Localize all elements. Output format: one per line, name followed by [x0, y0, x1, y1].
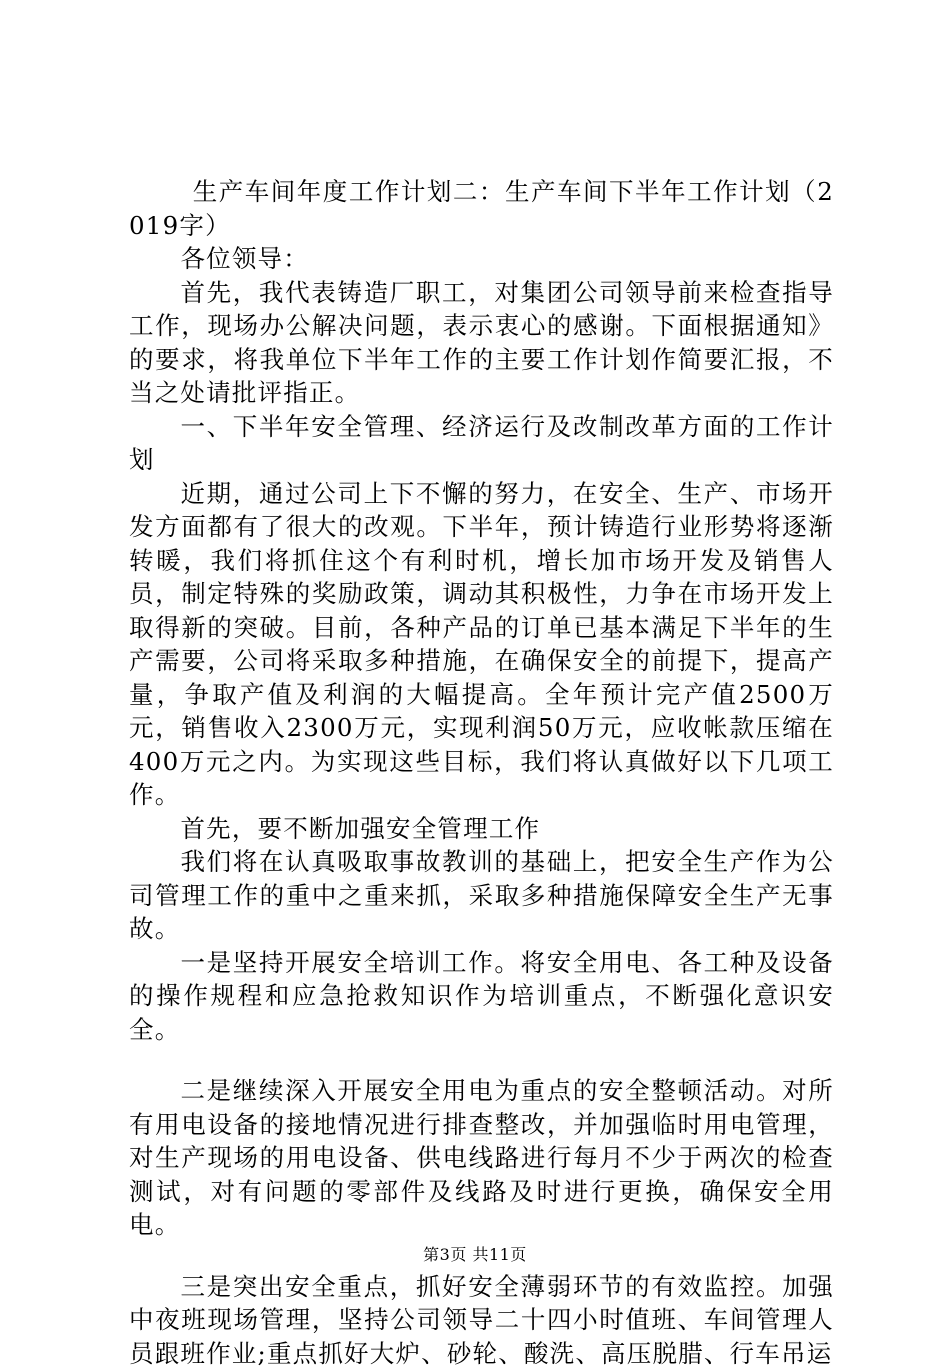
page-number: 第3页 共11页 — [0, 1242, 950, 1265]
document-title: 生产车间年度工作计划二：生产车间下半年工作计划（2019字） — [129, 175, 834, 242]
overview-paragraph: 近期，通过公司上下不懈的努力，在安全、生产、市场开发方面都有了很大的改观。下半年，预计铸造行业形势将逐渐转暖，我们将抓住这个有利时机，增长加市场开发及销售人员，制定特殊的奖励政策，调动其积极性，力争在市场开发上取得新的突破。目前，各种产品的订单已基本满足下半年的生产需要，公司将采取多种措施，在确保安全的前提下，提高产量，争取产值及利润的大幅提高。全年预计完产值2500万元，销售收入2300万元，实现利润50万元，应收帐款压缩在400万元之内。为实现这些目标，我们将认真做好以下几项工作。 — [129, 477, 834, 812]
section-heading: 一、下半年安全管理、经济运行及改制改革方面的工作计划 — [129, 410, 834, 477]
safety-paragraph: 我们将在认真吸取事故教训的基础上，把安全生产作为公司管理工作的重中之重来抓，采取多种措施保障安全生产无事故。 — [129, 845, 834, 946]
item-two-paragraph: 二是继续深入开展安全用电为重点的安全整顿活动。对所有用电设备的接地情况进行排查整改，并加强临时用电管理，对生产现场的用电设备、供电线路进行每月不少于两次的检查测试，对有问题的零部件及线路及时进行更换，确保安全用电。 — [129, 1074, 834, 1242]
subsection-heading: 首先，要不断加强安全管理工作 — [129, 812, 834, 846]
item-one-paragraph: 一是坚持开展安全培训工作。将安全用电、各工种及设备的操作规程和应急抢救知识作为培训重点，不断强化意识安全。 — [129, 946, 834, 1047]
salutation: 各位领导： — [129, 242, 834, 276]
intro-paragraph: 首先，我代表铸造厂职工，对集团公司领导前来检查指导工作，现场办公解决问题，表示衷心的感谢。下面根据通知》的要求，将我单位下半年工作的主要工作计划作简要汇报，不当之处请批评指正。 — [129, 276, 834, 410]
item-three-paragraph: 三是突出安全重点，抓好安全薄弱环节的有效监控。加强中夜班现场管理，坚持公司领导二十四小时值班、车间管理人员跟班作业;重点抓好大炉、砂轮、酸洗、高压脱腊、行车吊运 — [129, 1270, 834, 1370]
document-body — [129, 175, 834, 1370]
